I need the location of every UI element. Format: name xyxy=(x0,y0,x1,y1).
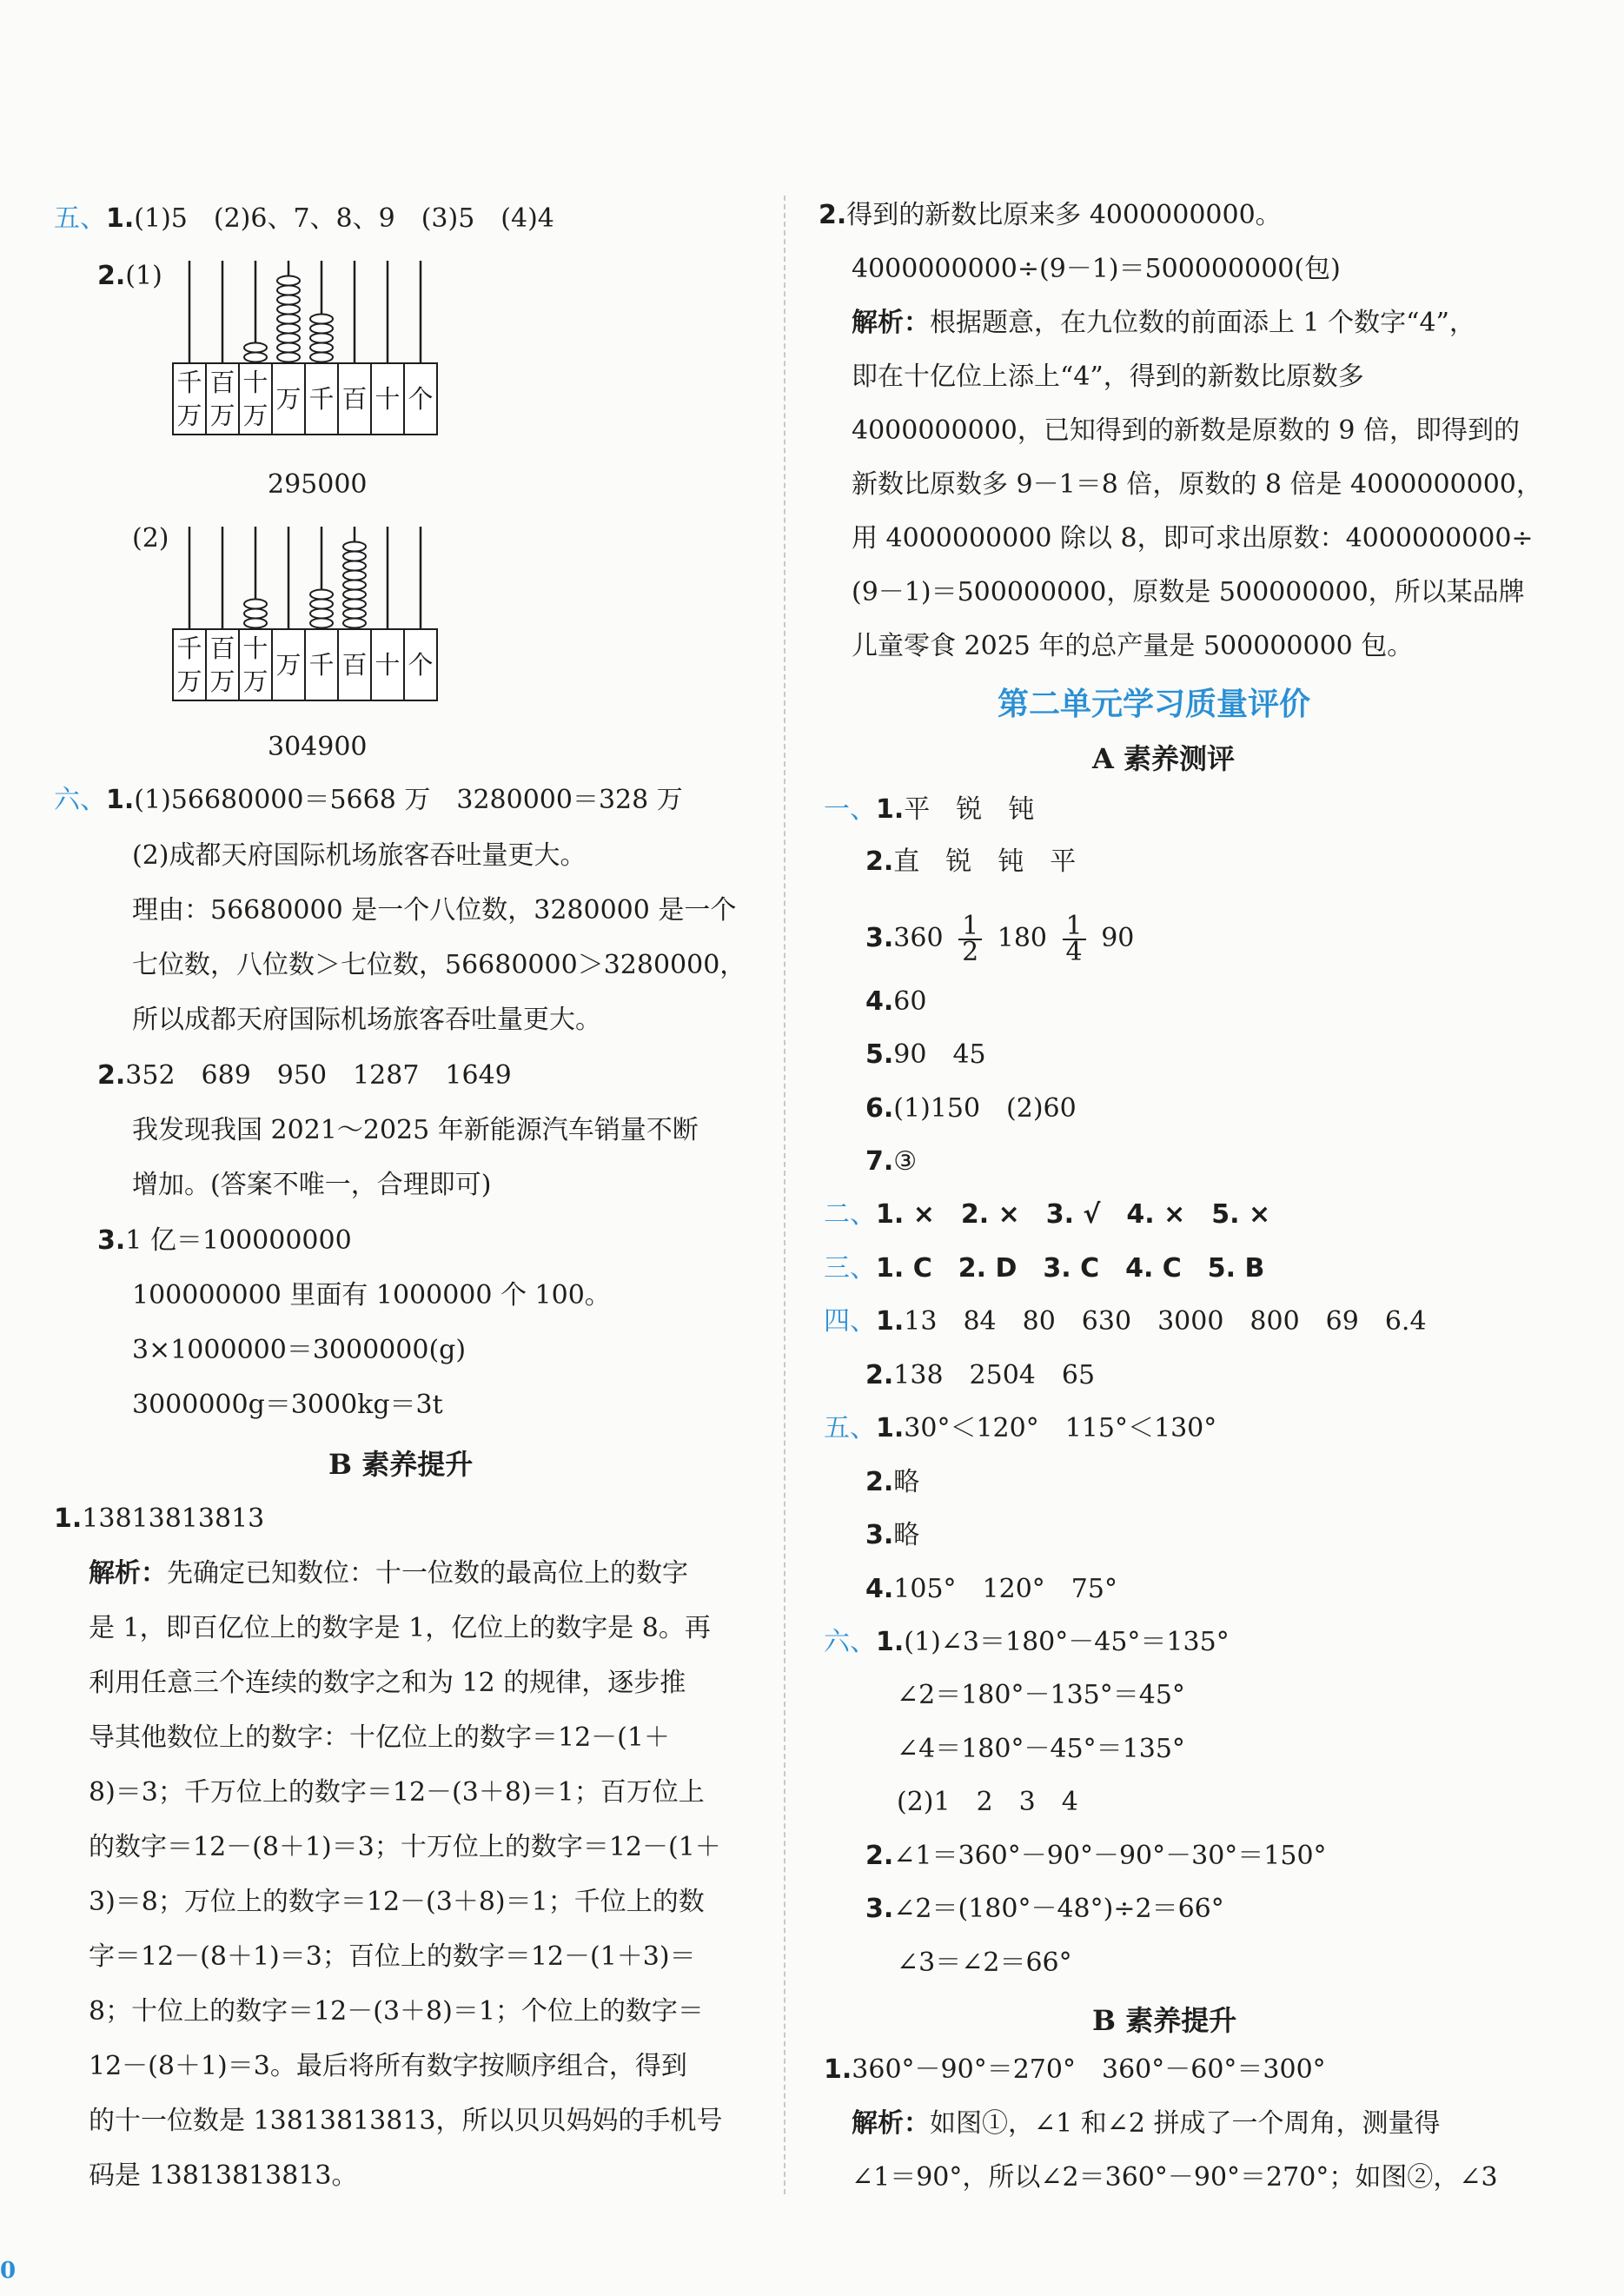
abacus-1 xyxy=(169,252,447,461)
page-number: 0 xyxy=(0,2258,17,2284)
column-divider xyxy=(784,196,785,2194)
abacus-bead xyxy=(277,276,300,286)
abacus-place-label: 百 xyxy=(341,384,368,414)
abacus-place-label: 百 xyxy=(341,650,368,680)
analysis-line xyxy=(89,1885,705,1920)
abacus-1-caption: 295000 xyxy=(268,469,368,500)
b1: 1.13813813813 xyxy=(54,1503,265,1534)
analysis-text: 即在十亿位上添上“4”，得到的新数比原数多 xyxy=(852,362,1364,392)
q6-2-line2: 我发现我国 2021～2025 年新能源汽车销量不断 xyxy=(132,1115,699,1145)
analysis-text: 4000000000，已知得到的新数是原数的 9 倍，即得到的 xyxy=(852,415,1521,446)
q6-3-line4: 3000000g＝3000kg＝3t xyxy=(132,1390,443,1420)
q6-1-line4: 七位数，八位数＞七位数，56680000＞3280000， xyxy=(132,950,746,980)
q6-1-line2: (2)成都天府国际机场旅客吞吐量更大。 xyxy=(132,840,587,871)
abacus-place-label: 十 xyxy=(375,384,401,414)
liu1-line4: (2)1 2 3 4 xyxy=(897,1787,1078,1817)
q6-3-line2: 100000000 里面有 1000000 个 100。 xyxy=(132,1280,611,1311)
abacus-bead xyxy=(310,334,333,343)
abacus-bead xyxy=(277,343,300,353)
r2: 2.得到的新数比原来多 4000000000。 xyxy=(819,200,1282,230)
analysis-text: (9－1)＝500000000，原数是 500000000，所以某品牌 xyxy=(852,577,1525,607)
abacus-bead xyxy=(277,315,300,324)
analysis-text: 的数字＝12－(8＋1)＝3；十万位上的数字＝12－(1＋ xyxy=(89,1832,721,1862)
abacus-bead xyxy=(343,571,366,581)
liu2: 2.∠1＝360°－90°－90°－30°＝150° xyxy=(865,1841,1327,1871)
r2-line2: 4000000000÷(9－1)＝500000000(包) xyxy=(852,254,1341,284)
analysis-text: 根据题意，在九位数的前面添上 1 个数字“4”， xyxy=(930,308,1475,338)
abacus-bead xyxy=(277,324,300,334)
abacus-place-label: 个 xyxy=(408,650,434,680)
a6: 6.(1)150 (2)60 xyxy=(865,1093,1077,1124)
analysis-line xyxy=(89,2104,723,2139)
a-title: A 素养测评 xyxy=(1092,742,1235,775)
q6-2: 2.352 689 950 1287 1649 xyxy=(97,1060,512,1091)
analysis-line xyxy=(852,468,1542,502)
abacus-bead xyxy=(343,552,366,561)
analysis-line xyxy=(89,2159,358,2193)
analysis-text: 12－(8＋1)＝3。最后将所有数字按顺序组合，得到 xyxy=(89,2051,687,2081)
left-b-title: B 素养提升 xyxy=(328,1448,474,1481)
abacus-bead xyxy=(310,619,333,628)
analysis-text: 用 4000000000 除以 8，即可求出原数：4000000000÷ xyxy=(852,523,1534,554)
abacus-bead xyxy=(310,324,333,334)
wu3: 3.略 xyxy=(865,1520,920,1550)
liu3-line2: ∠3＝∠2＝66° xyxy=(897,1948,1072,1978)
a3: 3.360 $\frac{1}{2}$ 180 $\frac{1}{4}$ 90 xyxy=(865,911,1135,967)
abacus-bead xyxy=(310,343,333,353)
abacus-bead xyxy=(244,600,267,609)
abacus-place-label: 十 xyxy=(375,650,401,680)
analysis-text: 利用任意三个连续的数字之和为 12 的规律，逐步推 xyxy=(89,1668,686,1698)
abacus-bead xyxy=(277,286,300,295)
abacus-place-label: 个 xyxy=(408,384,434,414)
unit-title: 第二单元学习质量评价 xyxy=(998,687,1311,722)
analysis-lead: 解析： xyxy=(89,1558,167,1589)
analysis-lead: 解析： xyxy=(852,308,930,338)
q5-2b-label: (2) xyxy=(132,523,169,554)
abacus-place-label: 百万 xyxy=(209,368,235,430)
a2: 2.直 锐 钝 平 xyxy=(865,846,1077,877)
abacus-2-caption: 304900 xyxy=(268,732,368,762)
analysis-line xyxy=(89,2049,687,2084)
analysis-line xyxy=(852,360,1364,395)
abacus-bead xyxy=(244,619,267,628)
san: 三、1. C 2. D 3. C 4. C 5. B xyxy=(824,1253,1265,1284)
q6-3-line3: 3×1000000＝3000000(g) xyxy=(132,1335,467,1365)
analysis-line xyxy=(89,1556,688,1591)
abacus-bead xyxy=(343,581,366,590)
abacus-place-label: 万 xyxy=(275,650,302,680)
abacus-bead xyxy=(277,334,300,343)
q6-2-line3: 增加。(答案不唯一，合理即可) xyxy=(132,1170,492,1200)
q6-1-line5: 所以成都天府国际机场旅客吞吐量更大。 xyxy=(132,1005,601,1035)
analysis-text: 是 1，即百亿位上的数字是 1，亿位上的数字是 8。再 xyxy=(89,1613,711,1643)
abacus-bead xyxy=(244,343,267,353)
analysis-text: 如图①，∠1 和∠2 拼成了一个周角，测量得 xyxy=(930,2108,1441,2139)
abacus-place-label: 万 xyxy=(275,384,302,414)
analysis-line xyxy=(89,1666,686,1701)
abacus-bead xyxy=(277,305,300,315)
abacus-bead xyxy=(310,315,333,324)
analysis-line xyxy=(89,1830,721,1865)
er: 二、1. × 2. × 3. √ 4. × 5. × xyxy=(824,1199,1271,1230)
q5-1: 五、1.(1)5 (2)6、7、8、9 (3)5 (4)4 xyxy=(54,203,554,234)
right-b-title: B 素养提升 xyxy=(1092,2004,1237,2037)
q6-1: 六、1.(1)56680000＝5668 万 3280000＝328 万 xyxy=(54,785,683,815)
si2: 2.138 2504 65 xyxy=(865,1360,1096,1390)
a1: 一、1.平 锐 钝 xyxy=(824,794,1035,825)
abacus-bead xyxy=(277,353,300,362)
abacus-bead xyxy=(310,353,333,362)
analysis-text: 3)＝8；万位上的数字＝12－(3＋8)＝1；千位上的数 xyxy=(89,1887,705,1917)
analysis-line xyxy=(89,1775,705,1810)
fraction-quarter: $\frac{1}{4}$ xyxy=(1063,914,1086,965)
analysis-line xyxy=(89,1994,704,2029)
analysis-text: 新数比原数多 9－1＝8 倍，原数的 8 倍是 4000000000， xyxy=(852,469,1542,500)
abacus-place-label: 千万 xyxy=(176,634,202,696)
wu1: 五、1.30°＜120° 115°＜130° xyxy=(824,1413,1217,1443)
analysis-line xyxy=(852,2160,1498,2195)
abacus-bead xyxy=(310,609,333,619)
abacus-bead xyxy=(343,609,366,619)
analysis-line xyxy=(852,2107,1441,2141)
abacus-bead xyxy=(244,353,267,362)
a4: 4.60 xyxy=(865,986,927,1017)
abacus-bead xyxy=(244,609,267,619)
abacus-bead xyxy=(343,561,366,571)
liu1-line2: ∠2＝180°－135°＝45° xyxy=(897,1680,1185,1710)
liu1: 六、1.(1)∠3＝180°－45°＝135° xyxy=(824,1627,1230,1657)
abacus-place-label: 百万 xyxy=(209,634,235,696)
a5: 5.90 45 xyxy=(865,1039,986,1070)
analysis-line xyxy=(852,414,1520,448)
abacus-place-label: 千 xyxy=(308,650,335,680)
abacus-place-label: 十万 xyxy=(242,368,268,430)
analysis-line xyxy=(89,1940,696,1974)
q5-2-label: 2.(1) xyxy=(97,261,162,291)
analysis-text: 先确定已知数位：十一位数的最高位上的数字 xyxy=(167,1558,688,1589)
a7: 7.③ xyxy=(865,1146,918,1177)
wu2: 2.略 xyxy=(865,1467,920,1497)
analysis-line xyxy=(852,521,1534,556)
liu3: 3.∠2＝(180°－48°)÷2＝66° xyxy=(865,1894,1224,1924)
analysis-line xyxy=(89,1611,711,1646)
abacus-bead xyxy=(343,542,366,552)
abacus-place-label: 十万 xyxy=(242,634,268,696)
analysis-text: 码是 13813813813。 xyxy=(89,2160,358,2191)
analysis-text: 的十一位数是 13813813813，所以贝贝妈妈的手机号 xyxy=(89,2106,723,2136)
abacus-bead xyxy=(277,295,300,305)
abacus-bead xyxy=(343,600,366,609)
abacus-bead xyxy=(343,590,366,600)
fraction-half: $\frac{1}{2}$ xyxy=(958,914,982,965)
analysis-line xyxy=(852,306,1475,341)
q6-3: 3.1 亿＝100000000 xyxy=(97,1225,352,1256)
abacus-bead xyxy=(343,619,366,628)
rb1: 1.360°－90°＝270° 360°－60°＝300° xyxy=(824,2054,1326,2085)
analysis-text: 导其他数位上的数字：十亿位上的数字＝12－(1＋ xyxy=(89,1722,670,1753)
analysis-text: 8)＝3；千万位上的数字＝12－(3＋8)＝1；百万位上 xyxy=(89,1777,705,1808)
q6-1-line3: 理由：56680000 是一个八位数，3280000 是一个 xyxy=(132,895,737,926)
abacus-place-label: 千万 xyxy=(176,368,202,430)
analysis-line xyxy=(89,1721,670,1755)
wu4: 4.105° 120° 75° xyxy=(865,1574,1117,1604)
abacus-2 xyxy=(169,518,447,727)
analysis-line xyxy=(852,575,1525,610)
abacus-bead xyxy=(310,600,333,609)
si1: 四、1.13 84 80 630 3000 800 69 6.4 xyxy=(824,1306,1427,1337)
analysis-text: 儿童零食 2025 年的总产量是 500000000 包。 xyxy=(852,631,1414,661)
liu1-line3: ∠4＝180°－45°＝135° xyxy=(897,1734,1185,1764)
abacus-place-label: 千 xyxy=(308,384,335,414)
analysis-text: 8；十位上的数字＝12－(3＋8)＝1；个位上的数字＝ xyxy=(89,1996,704,2027)
abacus-bead xyxy=(310,590,333,600)
analysis-text: ∠1＝90°，所以∠2＝360°－90°＝270°；如图②，∠3 xyxy=(852,2162,1498,2193)
analysis-lead: 解析： xyxy=(852,2108,930,2139)
analysis-text: 字＝12－(8＋1)＝3；百位上的数字＝12－(1＋3)＝ xyxy=(89,1941,696,1972)
analysis-line xyxy=(852,629,1413,664)
